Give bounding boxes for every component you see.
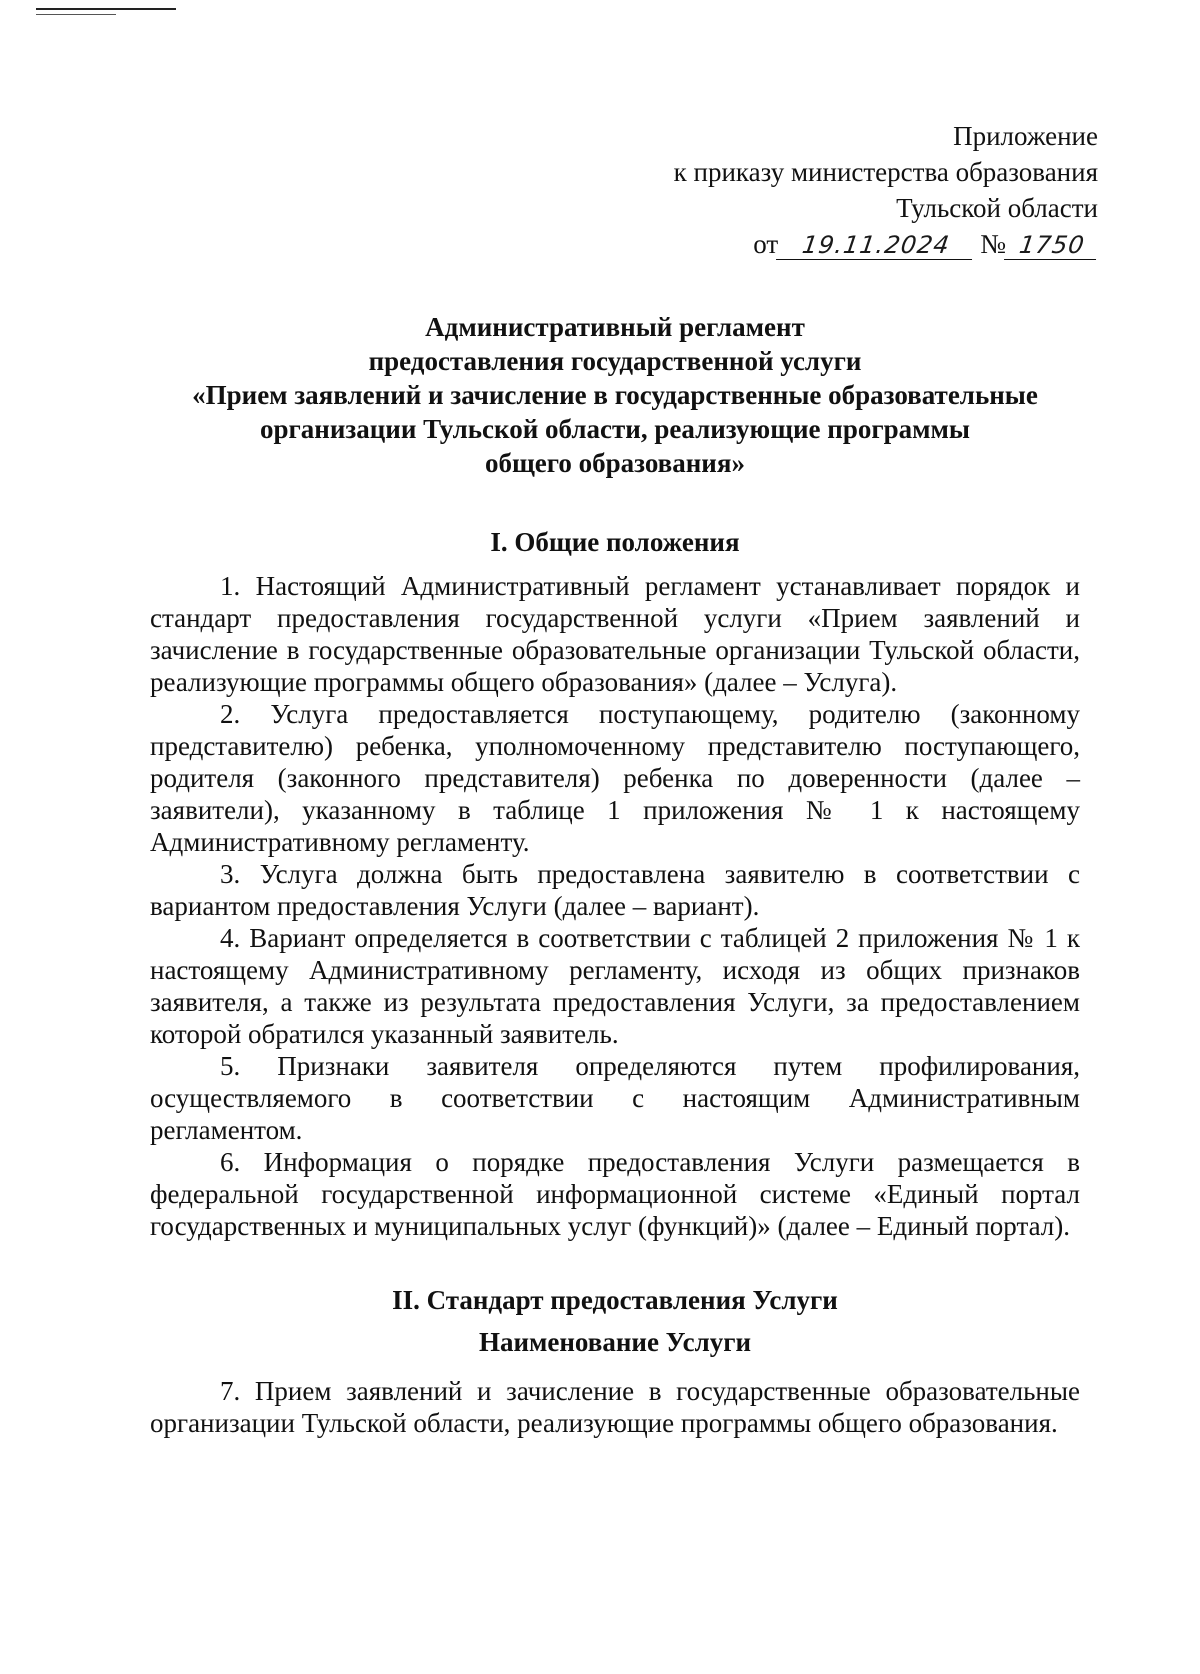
order-date-handwritten: 19.11.2024 xyxy=(776,231,976,260)
document-title xyxy=(150,310,1080,480)
paragraph: 7. Прием заявлений и зачисление в государственные образовательные организации Тульской области, реализующие программы общего образования. xyxy=(150,1376,1080,1438)
paragraph: 6. Информация о порядке предоставления Услуги размещается в федеральной государственной информационной системе «Единый портал государственных и муниципальных услуг (функций)» (далее – Единый портал). xyxy=(150,1147,1080,1241)
paragraph: 4. Вариант определяется в соответствии с таблицей 2 приложения № 1 к настоящему Административному регламенту, исходя из общих признаков заявителя, а также из результата предоставления Услуги, за предоставлением которой обратился указанный заявитель. xyxy=(150,923,1080,1049)
title-line: общего образования» xyxy=(485,448,745,478)
appendix-line: к приказу министерства образования xyxy=(673,157,1098,187)
paragraph: 1. Настоящий Административный регламент устанавливает порядок и стандарт предоставления государственной услуги «Прием заявлений и зачисление в государственные образовательные организации Тульской области, реализующие программы общего образования» (далее – Услуга). xyxy=(150,571,1080,697)
order-reference xyxy=(578,226,1098,262)
section-heading-general: I. Общие положения xyxy=(490,527,740,557)
section-standard-body xyxy=(150,1375,1080,1439)
title-line: предоставления государственной услуги xyxy=(368,346,862,376)
paragraph: 3. Услуга должна быть предоставлена заявителю в соответствии с вариантом предоставления Услуги (далее – вариант). xyxy=(150,859,1080,921)
order-prefix: от xyxy=(753,229,779,259)
appendix-line: Тульской области xyxy=(896,193,1098,223)
subheading-service-name: Наименование Услуги xyxy=(478,1327,752,1357)
appendix-line: Приложение xyxy=(953,121,1098,151)
order-number-handwritten: 1750 xyxy=(1004,231,1100,260)
section-general-body xyxy=(150,570,1080,1242)
paragraph: 2. Услуга предоставляется поступающему, родителю (законному представителю) ребенка, уполномоченному представителю поступающего, родителя (законного представителя) ребенка по доверенности (далее – заявители), указанному в таблице 1 приложения № 1 к настоящему Административному регламенту. xyxy=(150,699,1080,857)
scan-corner-mark-secondary xyxy=(36,14,116,15)
scan-corner-mark xyxy=(36,8,176,10)
title-line: организации Тульской области, реализующие программы xyxy=(259,414,970,444)
order-number-label: № xyxy=(980,229,1006,259)
paragraph: 5. Признаки заявителя определяются путем профилирования, осуществляемого в соответствии с настоящим Административным регламентом. xyxy=(150,1051,1080,1145)
title-line: «Прием заявлений и зачисление в государственные образовательные xyxy=(192,380,1038,410)
section-heading-standard: II. Стандарт предоставления Услуги xyxy=(392,1285,838,1315)
title-line: Административный регламент xyxy=(425,312,805,342)
appendix-header xyxy=(578,118,1098,262)
